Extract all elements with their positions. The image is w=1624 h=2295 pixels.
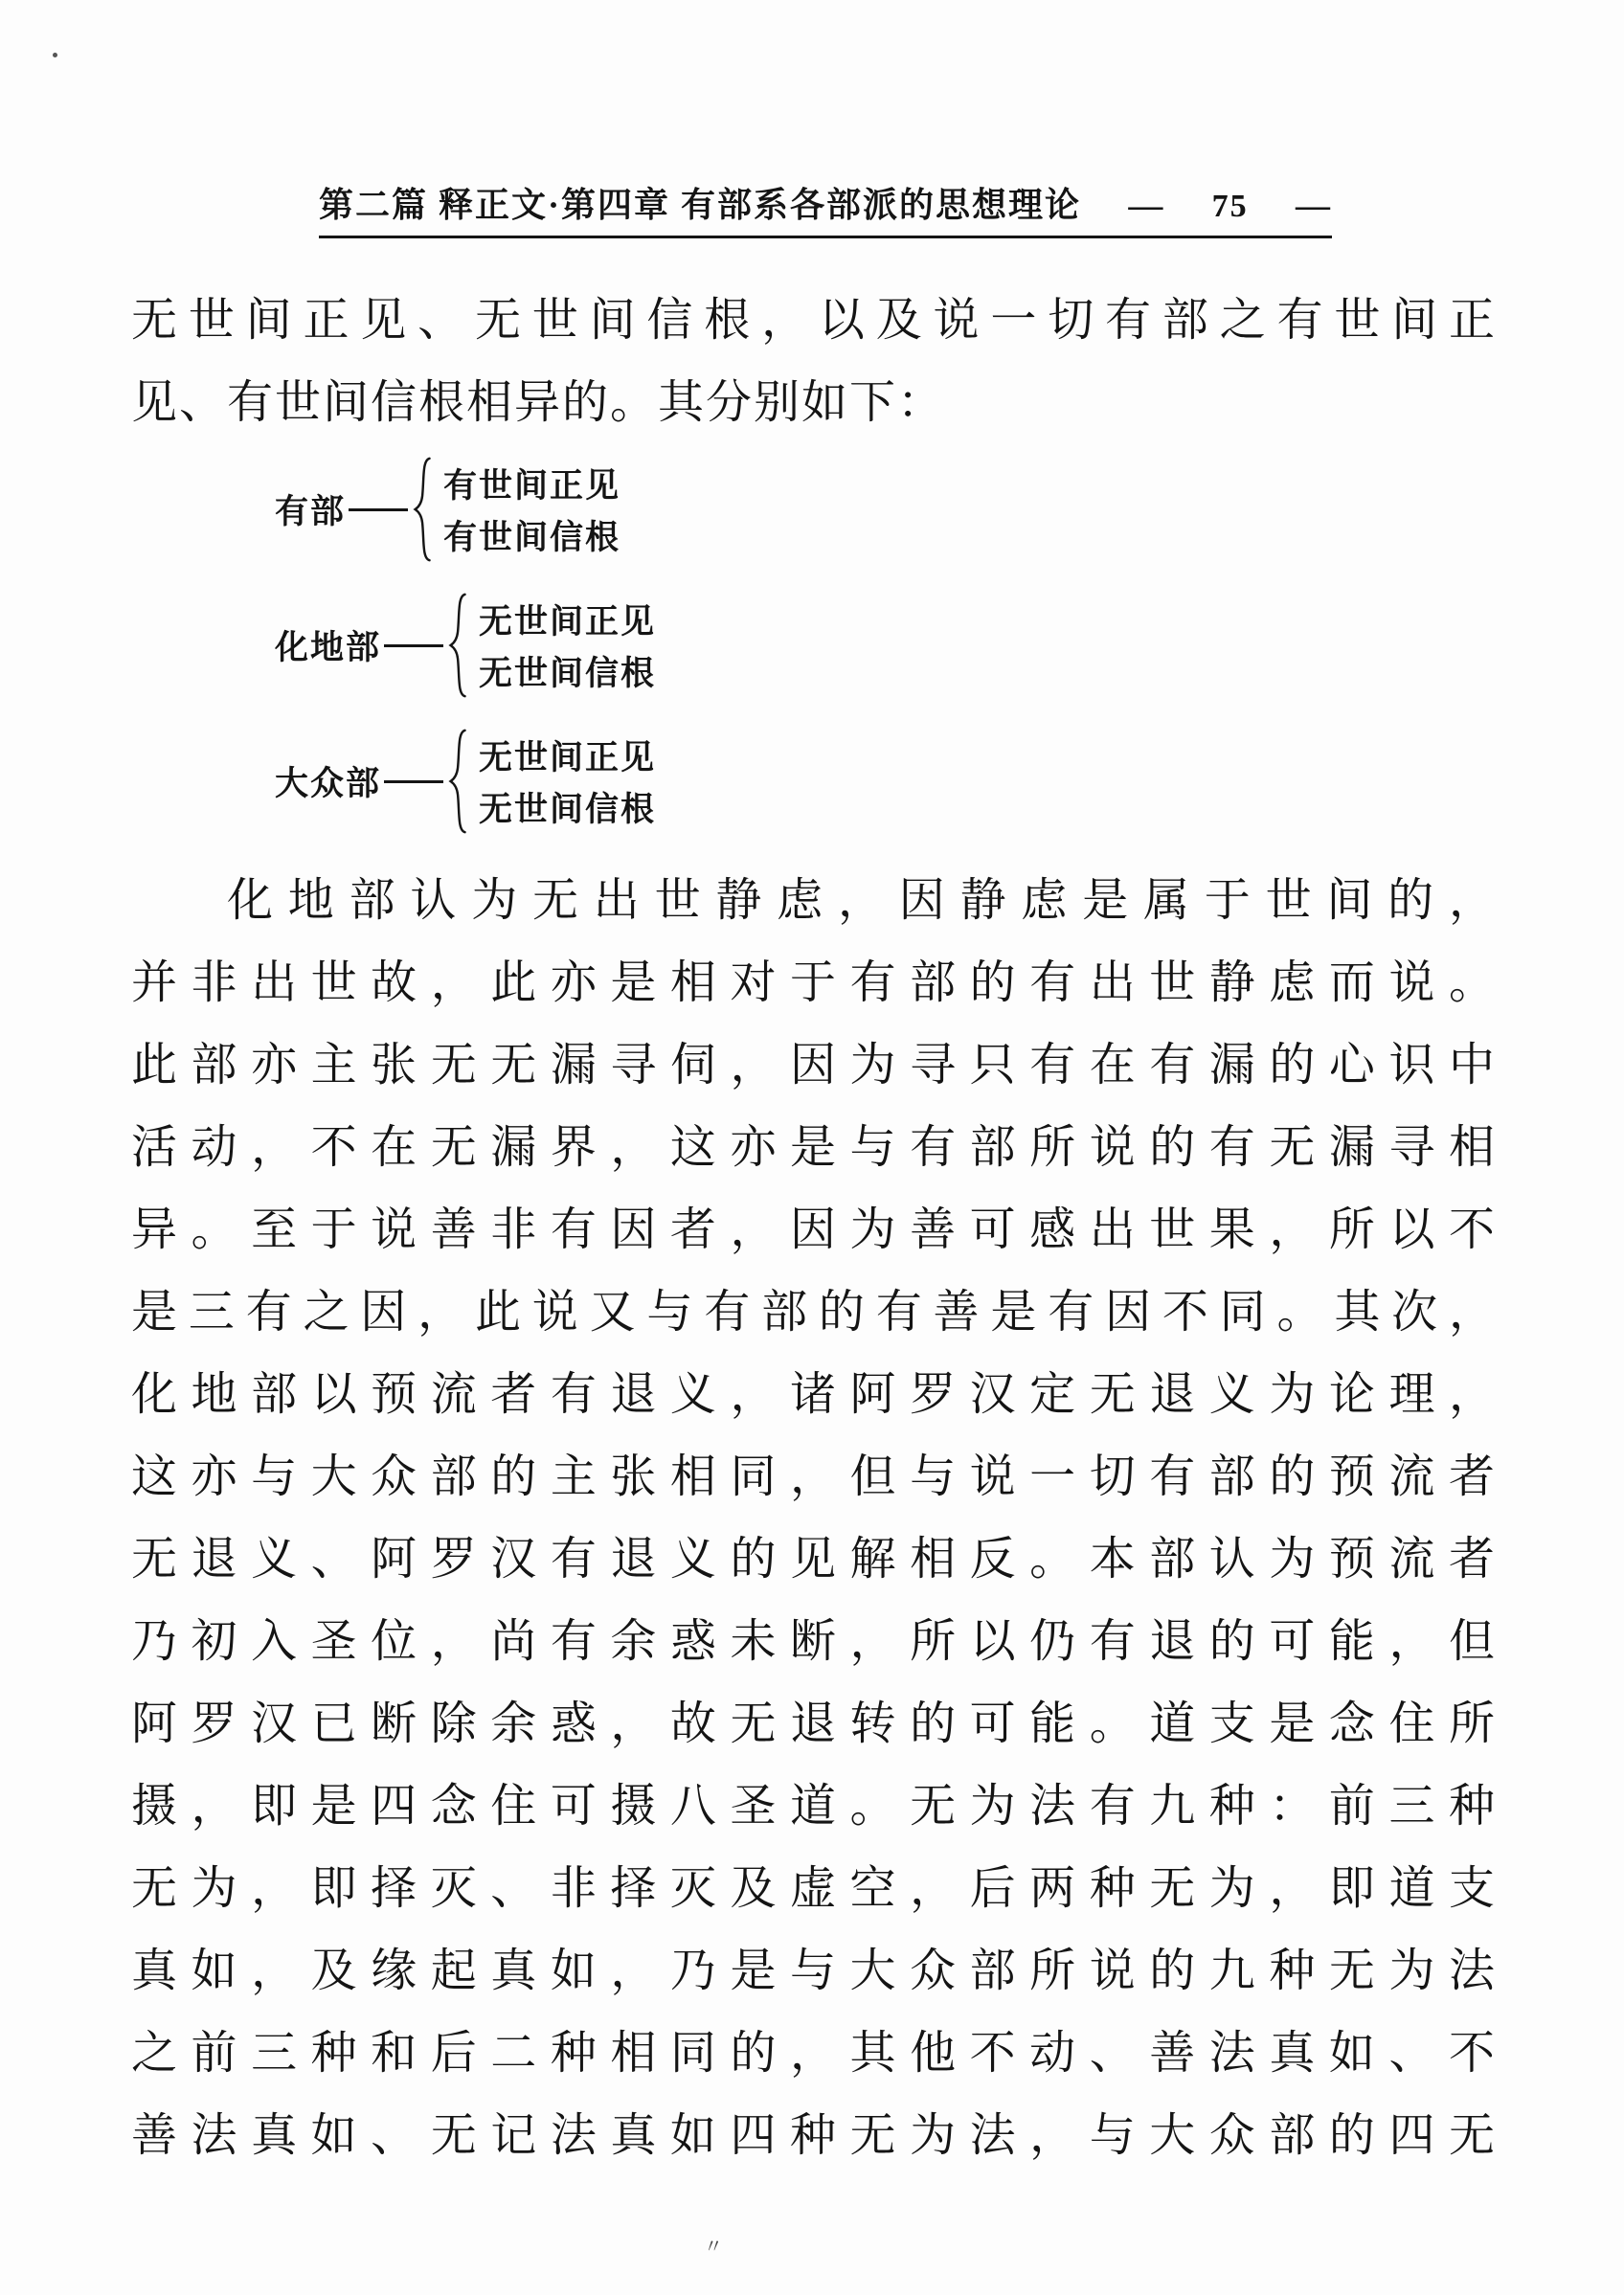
- text-line: 此部亦主张无无漏寻伺，因为寻只有在有漏的心识中: [131, 1040, 1497, 1091]
- text-line: 无退义、阿罗汉有退义的见解相反。本部认为预流者: [131, 1534, 1497, 1585]
- group-label: 有部: [275, 493, 347, 530]
- diagram-group-huadibu: [275, 592, 1497, 699]
- text-line: 无为，即择灭、非择灭及虚空，后两种无为，即道支: [131, 1863, 1497, 1914]
- text-line: 活动，不在无漏界，这亦是与有部所说的有无漏寻相: [131, 1122, 1497, 1173]
- group-item: 无世间正见: [479, 603, 657, 641]
- page-number: 75: [1211, 189, 1249, 224]
- body-text: [131, 280, 1497, 2177]
- brace-icon: [446, 592, 471, 699]
- header-dash-left: —: [1128, 186, 1165, 224]
- text-line: 化地部以预流者有退义，诸阿罗汉定无退义为论理，: [131, 1369, 1497, 1420]
- group-label: 化地部: [275, 629, 382, 666]
- group-items: [443, 460, 620, 559]
- text-line: 无世间正见、无世间信根，以及说一切有部之有世间正: [131, 295, 1497, 346]
- brace-diagram: [275, 456, 1497, 835]
- running-header: [319, 178, 1332, 238]
- text-line: 异。至于说善非有因者，因为善可感出世果，所以不: [131, 1204, 1497, 1255]
- brace-icon: [411, 456, 436, 563]
- text-line: 是三有之因，此说又与有部的有善是有因不同。其次，: [131, 1287, 1497, 1338]
- diagram-group-youbu: [275, 456, 1497, 563]
- text-line: 摄，即是四念住可摄八圣道。无为法有九种：前三种: [131, 1781, 1497, 1832]
- connector-line: [349, 508, 408, 511]
- connector-line: [384, 780, 443, 783]
- text-line: 之前三种和后二种相同的，其他不动、善法真如、不: [131, 2028, 1497, 2079]
- text-line: 阿罗汉已断除余惑，故无退转的可能。道支是念住所: [131, 1699, 1497, 1749]
- header-dash-right: —: [1296, 186, 1332, 224]
- group-items: [479, 596, 656, 695]
- scan-speck: [53, 53, 57, 57]
- text-line: 见、有世间信根相异的。其分别如下：: [131, 377, 946, 428]
- text-line: 乃初入圣位，尚有余惑未断，所以仍有退的可能，但: [131, 1616, 1497, 1667]
- diagram-group-dazhongbu: [275, 728, 1497, 835]
- group-item: 无世间信根: [479, 655, 657, 692]
- text-line: 这亦与大众部的主张相同，但与说一切有部的预流者: [131, 1451, 1497, 1502]
- text-line: 并非出世故，此亦是相对于有部的有出世静虑而说。: [131, 957, 1497, 1008]
- scan-mark: 〃: [704, 2237, 723, 2258]
- group-items: [479, 731, 656, 831]
- text-line: 善法真如、无记法真如四种无为法，与大众部的四无: [131, 2110, 1497, 2161]
- connector-line: [384, 644, 443, 647]
- brace-icon: [446, 728, 471, 835]
- group-item: 有世间信根: [443, 519, 621, 556]
- group-item: 无世间信根: [479, 791, 657, 828]
- group-label: 大众部: [275, 765, 382, 802]
- group-item: 无世间正见: [479, 739, 657, 776]
- running-header-title: 第二篇 释正文·第四章 有部系各部派的思想理论: [319, 186, 1082, 224]
- text-line: 真如，及缘起真如，乃是与大众部所说的九种无为法: [131, 1946, 1497, 1996]
- text-line: 化地部认为无出世静虑，因静虑是属于世间的，: [227, 875, 1497, 926]
- group-item: 有世间正见: [443, 467, 621, 505]
